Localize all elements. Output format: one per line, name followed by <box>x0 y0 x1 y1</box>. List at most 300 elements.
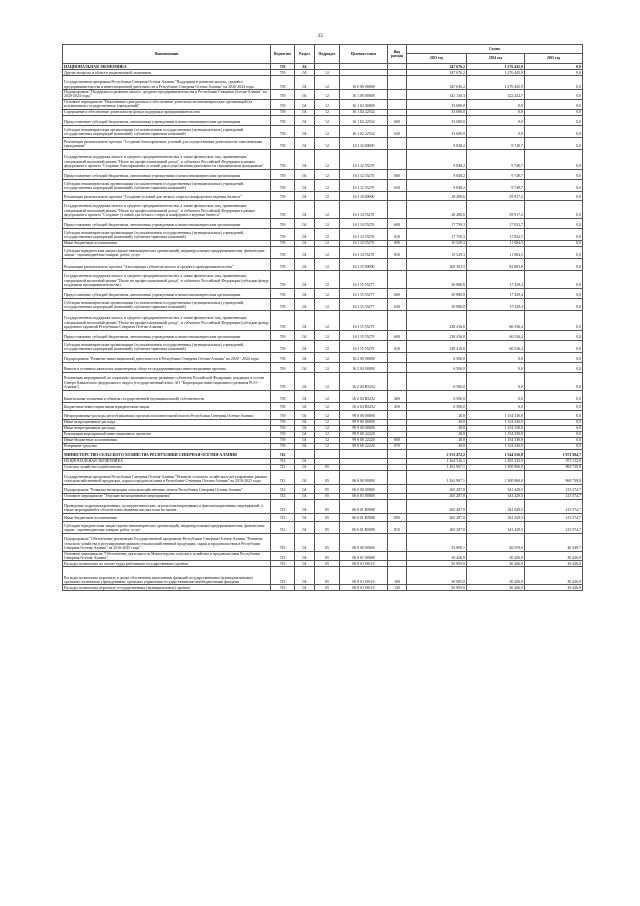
row-target: 16 1 I2 55270 <box>340 149 388 169</box>
row-exp-type <box>388 533 407 551</box>
row-exp-type: 800 <box>388 240 407 246</box>
table-row <box>63 521 583 533</box>
row-exp-type <box>388 200 407 218</box>
row-exp-type <box>388 372 407 390</box>
row-sum-2023: 265 287,8 <box>407 521 467 533</box>
row-section: 04 <box>295 70 315 76</box>
row-subsection: 05 <box>315 484 340 493</box>
row-sum-2023: 9 848,2 <box>407 179 467 191</box>
table-row <box>63 567 583 585</box>
row-name: Расходы на выплаты по оплате труда работников государственных органов <box>63 561 271 567</box>
row-ministry: 743 <box>271 470 295 484</box>
row-subsection: 12 <box>315 169 340 179</box>
row-section: 04 <box>295 330 315 340</box>
row-section: 04 <box>295 372 315 390</box>
row-sum-2025: 30 426,9 <box>525 567 583 585</box>
row-name: Реализация регионального проекта "Создание условий для легкого старта и комфортного ведения бизнеса" <box>63 191 271 200</box>
row-ministry: 743 <box>271 458 295 464</box>
row-name: Государственная программа Республики Северная Осетия-Алания "Поддержка и развитие малого, среднего предпринимательства и инвестиционной деятельности в Республике Северная Осетия-Алания" на 2020-2024 годы <box>63 76 271 90</box>
row-ministry: 743 <box>271 521 295 533</box>
row-exp-type <box>388 470 407 484</box>
row-sum-2025: 0,0 <box>525 431 583 437</box>
row-name: Реализация мероприятий по социально-экономическому развитию субъектов Российской Федерации, входящих в состав Северо-Кавказского федерального округа (государственный взнос АО "Корпорация инвестиционного развития РСО - Алания") <box>63 372 271 390</box>
row-name: Субсидии юридическим лицам (кроме некоммерческих организаций), индивидуальным предпринимателям, физическим лицам - производителям товаров, работ, услуг <box>63 521 271 533</box>
row-section: 04 <box>295 169 315 179</box>
table-row <box>63 390 583 402</box>
row-sum-2025: 215 574,7 <box>525 513 583 521</box>
row-exp-type <box>388 410 407 419</box>
row-sum-2025: 0,0 <box>525 330 583 340</box>
row-subsection: 12 <box>315 443 340 449</box>
row-ministry: 739 <box>271 179 295 191</box>
row-section: 04 <box>295 585 315 591</box>
header-name: Наименование <box>63 45 271 64</box>
row-target: 16 1 I5 55277 <box>340 288 388 298</box>
row-subsection: 12 <box>315 109 340 115</box>
row-sum-2025: 0,0 <box>525 362 583 372</box>
row-ministry: 739 <box>271 270 295 288</box>
row-sum-2025: 0,0 <box>525 402 583 410</box>
row-target: 06 6 00 00000 <box>340 484 388 493</box>
row-section: 04 <box>295 200 315 218</box>
row-sum-2025: 0,0 <box>525 115 583 125</box>
row-sum-2023: 10 529,3 <box>407 246 467 258</box>
row-subsection: 12 <box>315 431 340 437</box>
row-section: 04 <box>295 431 315 437</box>
row-exp-type: 800 <box>388 437 407 443</box>
row-name: Субсидии некоммерческим организациям (за исключением государственных (муниципальных) учреждений, государственных корпораций (компаний), публично-правовых компаний) <box>63 340 271 352</box>
row-subsection: 12 <box>315 437 340 443</box>
row-ministry: 739 <box>271 76 295 90</box>
row-section: 04 <box>295 288 315 298</box>
row-ministry: 739 <box>271 330 295 340</box>
row-sum-2023: 238 416,8 <box>407 340 467 352</box>
row-sum-2023: 30 095,0 <box>407 561 467 567</box>
row-section: 04 <box>295 76 315 90</box>
row-sum-2025: 0,0 <box>525 125 583 137</box>
row-ministry: 739 <box>271 390 295 402</box>
row-exp-type <box>388 258 407 270</box>
header-target: Целевая статья <box>340 45 388 64</box>
row-subsection: 12 <box>315 390 340 402</box>
row-sum-2024: 1 300 960,0 <box>467 470 525 484</box>
row-sum-2023: 347 676,2 <box>407 64 467 70</box>
row-sum-2024: 9 749,7 <box>467 169 525 179</box>
row-sum-2023: 30 886,8 <box>407 298 467 310</box>
row-subsection: 12 <box>315 228 340 240</box>
row-name: Субсидии юридическим лицам (кроме некоммерческих организаций), индивидуальным предпринимателям, физическим лицам - производителям товаров, работ, услуг <box>63 246 271 258</box>
row-name: Подпрограмма "Развитие инвестиционной деятельности в Республике Северная Осетия-Алания" на 2020 - 2024 годы <box>63 352 271 362</box>
row-subsection: 12 <box>315 246 340 258</box>
table-row <box>63 484 583 493</box>
row-section: 04 <box>295 470 315 484</box>
row-name: Капитальные вложения в объекты государственной (муниципальной) собственности <box>63 390 271 402</box>
row-sum-2025: 0,0 <box>525 240 583 246</box>
row-section: 04 <box>295 179 315 191</box>
row-sum-2023: 30 095,0 <box>407 585 467 591</box>
row-exp-type: 630 <box>388 298 407 310</box>
row-exp-type: 600 <box>388 115 407 125</box>
row-sum-2023: 33 690,0 <box>407 125 467 137</box>
row-sum-2023: 36 426,9 <box>407 551 467 561</box>
table-row <box>63 90 583 100</box>
row-name: НАЦИОНАЛЬНАЯ ЭКОНОМИКА <box>63 64 271 70</box>
row-exp-type <box>388 352 407 362</box>
table-row <box>63 499 583 513</box>
row-subsection: 12 <box>315 218 340 228</box>
row-section: 04 <box>295 362 315 372</box>
row-sum-2024: 30 426,9 <box>467 551 525 561</box>
row-target: 16 1 I4 55276 <box>340 240 388 246</box>
row-sum-2023: 341 130,3 <box>407 90 467 100</box>
table-row <box>63 310 583 330</box>
row-name: Предоставление субсидий бюджетным, автономным учреждениям и иным некоммерческим организациям <box>63 288 271 298</box>
row-target: 06 0 00 00000 <box>340 470 388 484</box>
table-row <box>63 288 583 298</box>
row-section: 04 <box>295 533 315 551</box>
row-ministry: 739 <box>271 137 295 149</box>
row-sum-2024: 17 329,4 <box>467 288 525 298</box>
table-row <box>63 125 583 137</box>
row-subsection: 12 <box>315 258 340 270</box>
row-subsection: 05 <box>315 567 340 585</box>
row-target: 99 0 00 00000 <box>340 410 388 419</box>
row-ministry: 739 <box>271 109 295 115</box>
table-row <box>63 470 583 484</box>
row-exp-type <box>388 484 407 493</box>
row-sum-2023: 1 261 967,1 <box>407 470 467 484</box>
table-row <box>63 352 583 362</box>
row-subsection: 12 <box>315 149 340 169</box>
row-section: 04 <box>295 419 315 425</box>
row-sum-2024: 1 276 445,9 <box>467 76 525 90</box>
header-ministry: Ведомство <box>271 45 295 64</box>
row-ministry: 743 <box>271 561 295 567</box>
row-section: 04 <box>295 149 315 169</box>
row-target: 16 1 I4 55276 <box>340 246 388 258</box>
row-sum-2025: 30 426,9 <box>525 551 583 561</box>
row-subsection: 12 <box>315 362 340 372</box>
row-name: НАЦИОНАЛЬНАЯ ЭКОНОМИКА <box>63 458 271 464</box>
row-section: 04 <box>295 551 315 561</box>
table-row <box>63 298 583 310</box>
table-row <box>63 218 583 228</box>
row-target: 16 2 04 00000 <box>340 362 388 372</box>
row-sum-2023: 265 287,8 <box>407 513 467 521</box>
row-ministry: 739 <box>271 149 295 169</box>
row-name: Субсидии некоммерческим организациям (за исключением государственных (муниципальных) учреждений, государственных корпораций (компаний), публично-правовых компаний) <box>63 125 271 137</box>
row-section: 04 <box>295 240 315 246</box>
row-section: 04 <box>295 390 315 402</box>
row-subsection <box>315 449 340 458</box>
table-row <box>63 585 583 591</box>
row-name: Реализация мероприятий инвестиционных проектов <box>63 431 271 437</box>
row-sum-2024: 1 154 330,0 <box>467 431 525 437</box>
row-section: 04 <box>295 298 315 310</box>
row-section: 04 <box>295 402 315 410</box>
row-ministry: 743 <box>271 533 295 551</box>
row-sum-2025: 0,0 <box>525 340 583 352</box>
row-sum-2024: 0,0 <box>467 372 525 390</box>
row-target: 16 1 02 22532 <box>340 109 388 115</box>
row-exp-type: 450 <box>388 402 407 410</box>
row-subsection: 12 <box>315 330 340 340</box>
row-sum-2024: 122 432,7 <box>467 90 525 100</box>
row-ministry: 739 <box>271 258 295 270</box>
row-name: Иные непрограммные расходы <box>63 419 271 425</box>
row-section: 04 <box>295 125 315 137</box>
row-sum-2024: 17 329,4 <box>467 270 525 288</box>
table-row <box>63 372 583 390</box>
row-target: 16 1 I4 55276 <box>340 200 388 218</box>
row-subsection: 05 <box>315 493 340 499</box>
row-ministry: 739 <box>271 402 295 410</box>
row-subsection: 12 <box>315 425 340 431</box>
row-sum-2023: 10 529,3 <box>407 240 467 246</box>
row-exp-type <box>388 449 407 458</box>
row-name: Подпрограмма "Обеспечение реализации Государственной программы Республики Северная Осетия-Алания "Развитие сельского хозяйства и регулирование рынков сельскохозяйственной продукции, сырья и продовольствия в Республике Северная Осетия-Алания" на 2016-2025 годы" <box>63 533 271 551</box>
row-name: Резервные средства <box>63 443 271 449</box>
row-target: 06 6 01 R5980 <box>340 521 388 533</box>
row-sum-2025: 0,0 <box>525 372 583 390</box>
row-name: Непрограммные расходы республиканских органов исполнительной власти Республики Северная Осетия-Алания <box>63 410 271 419</box>
row-ministry: 739 <box>271 64 295 70</box>
row-sum-2023: 1 261 967,1 <box>407 464 467 470</box>
row-sum-2024: 341 429,5 <box>467 521 525 533</box>
row-sum-2025: 0,0 <box>525 137 583 149</box>
row-sum-2024: 1 154 330,0 <box>467 425 525 431</box>
table-row <box>63 99 583 109</box>
row-target: 99 9 00 22220 <box>340 443 388 449</box>
row-exp-type: 800 <box>388 513 407 521</box>
table-row <box>63 149 583 169</box>
row-target: 16 1 I5 55279 <box>340 310 388 330</box>
header-exp-type: Вид расхода <box>388 45 407 64</box>
row-name: Предоставление субсидий бюджетным, автономным учреждениям и иным некоммерческим организациям <box>63 218 271 228</box>
row-section: 04 <box>295 258 315 270</box>
row-sum-2023: 9 848,2 <box>407 137 467 149</box>
row-name: МИНИСТЕРСТВО СЕЛЬСКОГО ХОЗЯЙСТВА РЕСПУБЛИКИ СЕВЕРНАЯ ОСЕТИЯ-АЛАНИЯ <box>63 449 271 458</box>
row-section: 04 <box>295 310 315 330</box>
row-exp-type: 870 <box>388 443 407 449</box>
row-sum-2025: 0,0 <box>525 419 583 425</box>
row-sum-2025: 0,0 <box>525 149 583 169</box>
row-sum-2024: 1 305 335,9 <box>467 458 525 464</box>
row-subsection: 12 <box>315 179 340 191</box>
table-row <box>63 258 583 270</box>
row-target: 99 9 00 22220 <box>340 437 388 443</box>
row-sum-2023: 6 506,0 <box>407 362 467 372</box>
row-ministry: 739 <box>271 200 295 218</box>
row-sum-2024: 30 426,9 <box>467 561 525 567</box>
row-section: 04 <box>295 109 315 115</box>
row-sum-2023: 30 095,0 <box>407 567 467 585</box>
row-sum-2025: 0,0 <box>525 99 583 109</box>
row-sum-2024: 30 426,9 <box>467 567 525 585</box>
row-section: 04 <box>295 425 315 431</box>
row-sum-2024: 1 154 330,0 <box>467 410 525 419</box>
row-target: 16 2 04 R5252 <box>340 390 388 402</box>
row-sum-2024: 9 749,7 <box>467 137 525 149</box>
row-sum-2024: 1 276 445,9 <box>467 70 525 76</box>
row-subsection: 05 <box>315 533 340 551</box>
row-ministry: 739 <box>271 410 295 419</box>
row-exp-type: 630 <box>388 228 407 240</box>
row-section: 04 <box>295 270 315 288</box>
row-section: 04 <box>295 340 315 352</box>
row-sum-2023: 1 264 316,1 <box>407 458 467 464</box>
header-subsection: Подраздел <box>315 45 340 64</box>
row-target: 06 8 00 00000 <box>340 533 388 551</box>
row-name: Расходы на выплаты персоналу государственных (муниципальных) органов <box>63 585 271 591</box>
row-target: 06 6 01 00000 <box>340 493 388 499</box>
row-target: 06 8 01 00110 <box>340 561 388 567</box>
row-section: 04 <box>295 464 315 470</box>
row-sum-2025: 0,0 <box>525 270 583 288</box>
row-subsection: 05 <box>315 464 340 470</box>
row-exp-type: 630 <box>388 125 407 137</box>
row-exp-type <box>388 137 407 149</box>
table-row <box>63 533 583 551</box>
row-subsection: 12 <box>315 125 340 137</box>
row-sum-2025: 0,0 <box>525 258 583 270</box>
row-sum-2024: 11 084,5 <box>467 240 525 246</box>
row-name: Реализация регионального проекта "Акселерация субъектов малого и среднего предпринимательства" <box>63 258 271 270</box>
row-section: 04 <box>295 115 315 125</box>
row-name: Сельское хозяйство и рыболовство <box>63 464 271 470</box>
row-target: 06 6 01 R5980 <box>340 499 388 513</box>
row-sum-2024: 30 426,9 <box>467 585 525 591</box>
row-ministry: 739 <box>271 310 295 330</box>
row-sum-2024: 17 329,4 <box>467 298 525 310</box>
row-sum-2023: 33 690,0 <box>407 109 467 115</box>
row-sum-2023: 28 288,6 <box>407 191 467 200</box>
row-ministry: 739 <box>271 443 295 449</box>
row-sum-2024: 0,0 <box>467 402 525 410</box>
row-exp-type <box>388 149 407 169</box>
row-ministry: 739 <box>271 340 295 352</box>
row-sum-2024: 0,0 <box>467 352 525 362</box>
row-sum-2025: 0,0 <box>525 90 583 100</box>
row-sum-2023: 28,8 <box>407 425 467 431</box>
row-sum-2025: 46 549,7 <box>525 533 583 551</box>
row-target: 16 1 I5 55279 <box>340 330 388 340</box>
row-subsection: 12 <box>315 310 340 330</box>
row-section: 04 <box>295 99 315 109</box>
row-sum-2024: 341 429,5 <box>467 499 525 513</box>
row-sum-2023: 33 690,0 <box>407 115 467 125</box>
row-sum-2023: 30 886,8 <box>407 270 467 288</box>
row-exp-type <box>388 551 407 561</box>
row-ministry: 739 <box>271 240 295 246</box>
row-ministry: 739 <box>271 246 295 258</box>
header-sum: Сумма <box>407 45 583 54</box>
row-target: 99 9 00 00000 <box>340 419 388 425</box>
row-sum-2023: 265 287,8 <box>407 493 467 499</box>
row-target: 16 2 04 R5252 <box>340 372 388 390</box>
row-target: 16 1 I5 00000 <box>340 258 388 270</box>
header-2023: 2023 год <box>407 54 467 64</box>
row-target: 16 2 00 00000 <box>340 352 388 362</box>
row-ministry: 739 <box>271 99 295 109</box>
row-exp-type: 100 <box>388 567 407 585</box>
row-subsection: 05 <box>315 513 340 521</box>
row-name: Государственная поддержка малого и среднего предпринимательства, а также физических лиц, применяющих специальный налоговый режим "Налог на профессиональный доход", в субъектах Российской Федерации в рамках федерального проекта "Создание благоприятных условий для осуществления деятельности самозанятыми гражданами" <box>63 149 271 169</box>
row-sum-2025: 0,0 <box>525 298 583 310</box>
row-sum-2024: 29 917,2 <box>467 191 525 200</box>
row-name: Подпрограмма "Развитие мелиорации сельскохозяйственных земель Республики Северная Осетия-Алания" <box>63 484 271 493</box>
row-exp-type <box>388 270 407 288</box>
row-sum-2023: 269 303,5 <box>407 258 467 270</box>
row-sum-2024: 0,0 <box>467 99 525 109</box>
row-sum-2023: 28,8 <box>407 410 467 419</box>
row-sum-2025: 0,0 <box>525 443 583 449</box>
table-header <box>63 45 583 64</box>
table-row <box>63 330 583 340</box>
row-sum-2025: 0,0 <box>525 109 583 115</box>
row-subsection: 12 <box>315 372 340 390</box>
row-target: 16 0 00 00000 <box>340 76 388 90</box>
row-subsection: 05 <box>315 561 340 567</box>
row-sum-2025: 0,0 <box>525 64 583 70</box>
row-target: 16 1 I5 55279 <box>340 340 388 352</box>
table-row <box>63 270 583 288</box>
row-subsection: 05 <box>315 521 340 533</box>
row-sum-2023: 2 553 472,2 <box>407 449 467 458</box>
row-name: Государственная поддержка малого и среднего предпринимательства, а также физических лиц, применяющих специальный налоговый режим "Налог на профессиональный доход", в субъектах Российской Федерации (субсидии фонду кредитных гарантий Республики Северная Осетия-Алания) <box>63 310 271 330</box>
row-subsection: 12 <box>315 99 340 109</box>
row-sum-2025: 0,0 <box>525 288 583 298</box>
row-ministry: 739 <box>271 90 295 100</box>
row-exp-type <box>388 191 407 200</box>
row-target: 06 8 01 00110 <box>340 567 388 585</box>
row-target: 16 1 02 00000 <box>340 99 388 109</box>
row-sum-2025: 215 574,7 <box>525 521 583 533</box>
row-sum-2025: 30 426,9 <box>525 561 583 567</box>
row-sum-2023: 28 288,6 <box>407 200 467 218</box>
row-target <box>340 449 388 458</box>
row-sum-2025: 0,0 <box>525 228 583 240</box>
row-sum-2023: 347 676,2 <box>407 70 467 76</box>
table-row <box>63 200 583 218</box>
row-subsection: 05 <box>315 499 340 513</box>
row-sum-2023: 28,8 <box>407 419 467 425</box>
row-target: 16 1 I2 55270 <box>340 179 388 191</box>
row-target: 99 9 00 22220 <box>340 431 388 437</box>
row-sum-2023: 17 759,3 <box>407 218 467 228</box>
row-sum-2023: 28,8 <box>407 431 467 437</box>
row-name: Содержание и обеспечение деятельности фонда поддержки предпринимательства <box>63 109 271 115</box>
row-ministry: 739 <box>271 218 295 228</box>
table-row <box>63 228 583 240</box>
row-ministry: 739 <box>271 425 295 431</box>
budget-table <box>62 44 583 591</box>
row-name: Реализация регионального проекта "Создание благоприятных условий для осуществления деятельности самозанятыми гражданами" <box>63 137 271 149</box>
row-sum-2023: 28,8 <box>407 443 467 449</box>
row-sum-2025: 0,0 <box>525 179 583 191</box>
row-ministry: 739 <box>271 298 295 310</box>
row-sum-2023: 238 416,8 <box>407 330 467 340</box>
row-section: 04 <box>295 191 315 200</box>
row-section: 04 <box>295 493 315 499</box>
row-subsection: 05 <box>315 470 340 484</box>
row-name: Основное мероприятие "Обеспечение деятельности Министерства сельского хозяйства и продовольствия Республики Северная Осетия-Алания" <box>63 551 271 561</box>
row-sum-2024: 1 154 330,0 <box>467 443 525 449</box>
row-target: 06 6 01 R5980 <box>340 513 388 521</box>
row-subsection: 12 <box>315 90 340 100</box>
row-section: 04 <box>295 218 315 228</box>
row-name: Государственная поддержка малого и среднего предпринимательства, а также физических лиц, применяющих специальный налоговый режим "Налог на профессиональный доход", в субъектах Российской Федерации в рамках федерального проекта "Создание условий для легкого старта и комфортного ведения бизнеса" <box>63 200 271 218</box>
